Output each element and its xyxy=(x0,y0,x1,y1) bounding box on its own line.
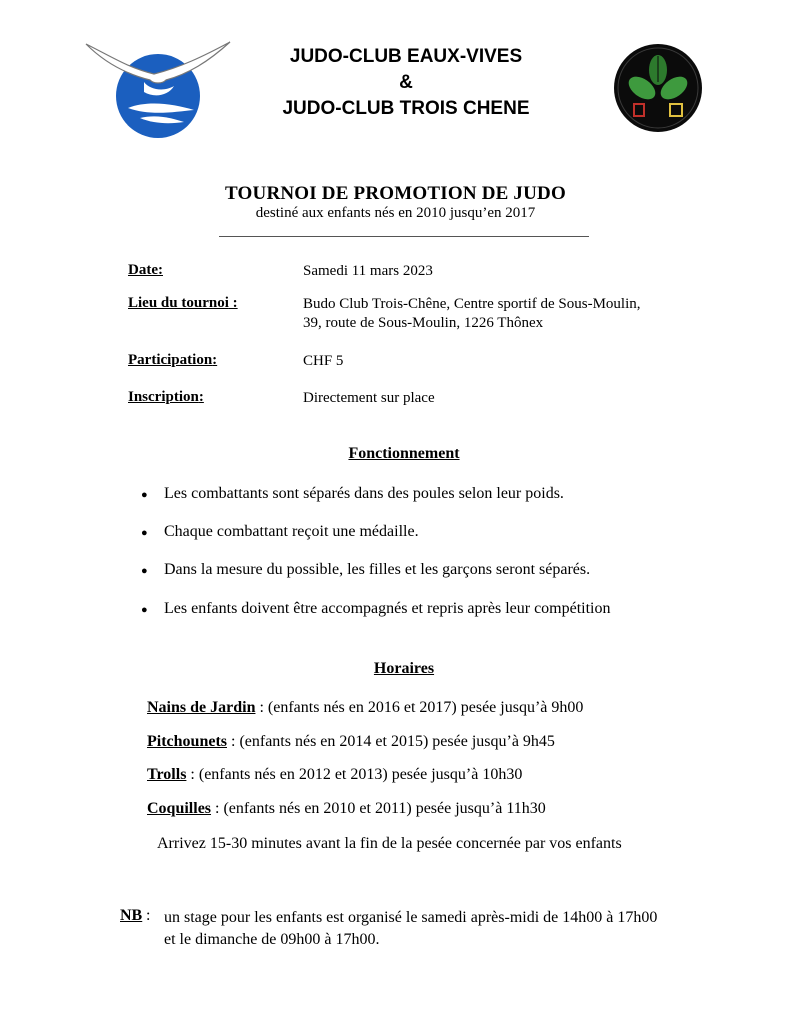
event-title: TOURNOI DE PROMOTION DE JUDO xyxy=(225,183,566,204)
nb-colon: : xyxy=(146,907,151,924)
seagull-logo xyxy=(84,38,232,144)
inscription-label: Inscription: xyxy=(128,389,204,405)
participation-label: Participation: xyxy=(128,352,218,368)
arrival-note: Arrivez 15-30 minutes avant la fin de la pesée concernée par vos enfants xyxy=(157,835,622,852)
event-subtitle: destiné aux enfants nés en 2010 jusqu’en 2017 xyxy=(255,205,536,221)
group-name: Nains de Jardin xyxy=(147,699,256,716)
horaires-heading: Horaires xyxy=(373,660,435,677)
list-item: Les enfants doivent être accompagnés et repris après leur compétition xyxy=(164,600,611,617)
list-item: Chaque combattant reçoit une médaille. xyxy=(164,523,419,540)
date-value: Samedi 11 mars 2023 xyxy=(303,263,433,279)
bullet-icon: ● xyxy=(141,604,148,616)
schedule-row-pitchounets: Pitchounets : (enfants nés en 2014 et 2015) pesée jusqu’à 9h45 xyxy=(147,733,555,750)
club-title-ampersand: & xyxy=(399,72,413,93)
schedule-row-nains: Nains de Jardin : (enfants nés en 2016 et 2017) pesée jusqu’à 9h00 xyxy=(147,699,584,716)
leaf-emblem-logo xyxy=(612,42,704,134)
title-divider xyxy=(219,236,589,237)
nb-label: NB xyxy=(120,907,143,924)
club-title-line-1: JUDO-CLUB EAUX-VIVES xyxy=(289,46,523,67)
fonctionnement-heading: Fonctionnement xyxy=(348,445,460,462)
bullet-icon: ● xyxy=(141,527,148,539)
group-name: Coquilles xyxy=(147,800,212,817)
nb-text xyxy=(164,907,657,951)
lieu-value-line-2: 39, route de Sous-Moulin, 1226 Thônex xyxy=(303,315,544,331)
schedule-row-trolls: Trolls : (enfants nés en 2012 et 2013) pesée jusqu’à 10h30 xyxy=(147,766,523,783)
participation-value: CHF 5 xyxy=(303,353,344,369)
schedule-row-coquilles: Coquilles : (enfants nés en 2010 et 2011) pesée jusqu’à 11h30 xyxy=(147,800,546,817)
nb-line-2: et le dimanche de 09h00 à 17h00. xyxy=(164,931,380,948)
list-item: Les combattants sont séparés dans des poules selon leur poids. xyxy=(164,485,564,502)
group-name: Pitchounets xyxy=(147,733,227,750)
list-item: Dans la mesure du possible, les filles et les garçons seront séparés. xyxy=(164,561,591,578)
date-label: Date: xyxy=(128,262,163,278)
lieu-label: Lieu du tournoi : xyxy=(128,295,238,311)
lieu-value-line-1: Budo Club Trois-Chêne, Centre sportif de Sous-Moulin, xyxy=(303,296,641,312)
nb-line-1: un stage pour les enfants est organisé le samedi après-midi de 14h00 à 17h00 xyxy=(164,909,658,926)
bullet-icon: ● xyxy=(141,565,148,577)
bullet-icon: ● xyxy=(141,489,148,501)
group-name: Trolls xyxy=(147,766,187,783)
inscription-value: Directement sur place xyxy=(303,390,435,406)
club-title-line-3: JUDO-CLUB TROIS CHENE xyxy=(282,98,530,119)
